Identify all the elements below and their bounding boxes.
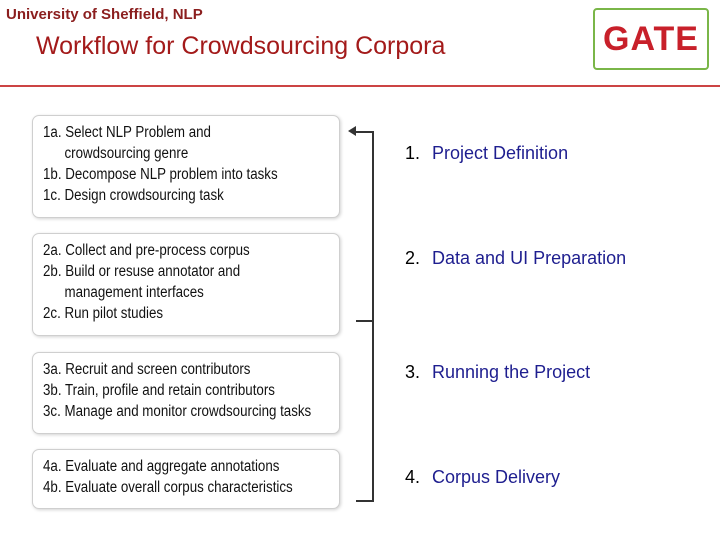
phase-label: Project Definition	[432, 143, 569, 163]
loop-bracket	[372, 131, 374, 502]
step-line: 3c. Manage and monitor crowdsourcing tasks	[43, 403, 312, 420]
step-box-3	[32, 352, 340, 434]
page-title: Workflow for Crowdsourcing Corpora	[36, 32, 446, 60]
step-line: 1a. Select NLP Problem and	[43, 124, 211, 141]
phase-label: Data and UI Preparation	[432, 248, 627, 268]
step-box-1	[32, 115, 340, 218]
step-line: 2c. Run pilot studies	[43, 305, 164, 322]
step-line: 4a. Evaluate and aggregate annotations	[43, 458, 280, 475]
step-line: 3a. Recruit and screen contributors	[43, 361, 251, 378]
gate-logo-text: GATE	[603, 19, 699, 58]
phase-number: 4.	[405, 467, 421, 487]
step-box-2	[32, 233, 340, 336]
phase-label: Running the Project	[432, 362, 591, 382]
header-divider	[0, 85, 720, 87]
step-box-4	[32, 449, 340, 509]
phase-3	[405, 362, 590, 383]
step-line: 4b. Evaluate overall corpus characteristics	[43, 479, 293, 496]
phase-1	[405, 143, 568, 164]
step-line: 3b. Train, profile and retain contributors	[43, 382, 275, 399]
step-line: crowdsourcing genre	[64, 145, 189, 162]
step-line: 2a. Collect and pre-process corpus	[43, 242, 250, 259]
bracket-tick-top	[356, 131, 372, 133]
phase-number: 1.	[405, 143, 421, 163]
bracket-tick-bottom	[356, 500, 372, 502]
loop-arrowhead	[348, 126, 356, 136]
bracket-tick-middle	[356, 320, 372, 322]
step-line: management interfaces	[64, 284, 204, 301]
phase-label: Corpus Delivery	[432, 467, 561, 487]
phase-4	[405, 467, 560, 488]
step-line: 1b. Decompose NLP problem into tasks	[43, 166, 278, 183]
gate-logo	[593, 8, 709, 70]
step-line: 2b. Build or resuse annotator and	[43, 263, 241, 280]
phase-2	[405, 248, 626, 269]
organization-label: University of Sheffield, NLP	[6, 6, 203, 23]
step-line: 1c. Design crowdsourcing task	[43, 187, 224, 204]
phase-number: 2.	[405, 248, 421, 268]
phase-number: 3.	[405, 362, 421, 382]
